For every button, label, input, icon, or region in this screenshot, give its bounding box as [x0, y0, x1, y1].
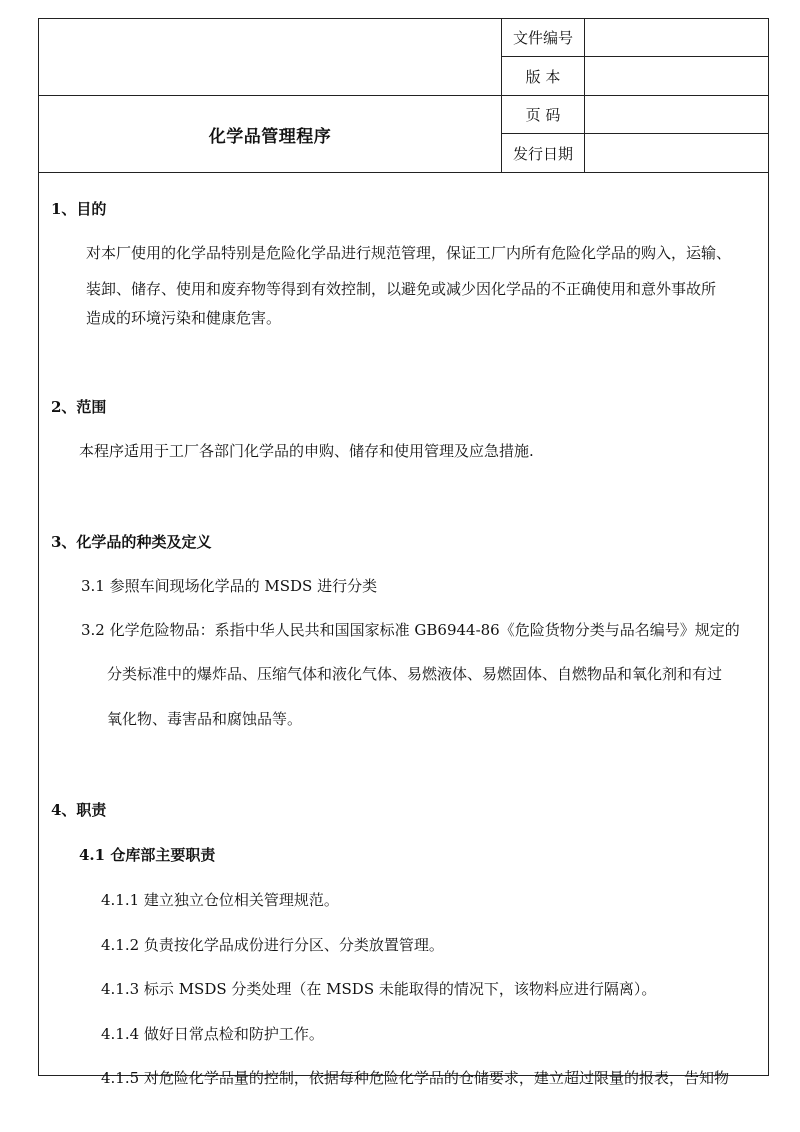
header-blank-cell — [39, 19, 502, 96]
document-frame — [38, 18, 769, 1087]
page-title: 化学品管理程序 — [208, 126, 332, 147]
meta-label-issue-date: 发行日期 — [502, 134, 585, 172]
purpose-line-3: 造成的环境污染和健康危害。 — [86, 309, 282, 327]
warehouse-item-4: 4.1.4 做好日常点检和防护工作。 — [101, 1025, 324, 1043]
types-item-3-2-line-3: 氧化物、毒害品和腐蚀品等。 — [107, 710, 303, 728]
meta-row-file-number — [502, 19, 768, 57]
meta-label-version: 版 本 — [502, 57, 585, 95]
meta-value-page — [585, 96, 768, 133]
meta-value-file-number — [585, 19, 768, 56]
warehouse-item-1: 4.1.1 建立独立仓位相关管理规范。 — [101, 891, 339, 909]
subsection-heading-warehouse: 4.1 仓库部主要职责 — [79, 846, 216, 864]
meta-row-version — [502, 57, 768, 96]
warehouse-item-5: 4.1.5 对危险化学品量的控制，依据每种危险化学品的仓储要求，建立超过限量的报表，告知物 — [101, 1069, 729, 1087]
meta-row-issue-date — [502, 134, 768, 172]
warehouse-item-2: 4.1.2 负责按化学品成份进行分区、分类放置管理。 — [101, 936, 444, 954]
meta-value-issue-date — [585, 134, 768, 172]
purpose-line-2: 装卸、储存、使用和废弃物等得到有效控制，以避免或减少因化学品的不正确使用和意外事故所 — [86, 280, 717, 298]
section-heading-scope: 2、范围 — [51, 398, 107, 416]
meta-row-page — [502, 96, 768, 134]
scope-line-1: 本程序适用于工厂各部门化学品的申购、储存和使用管理及应急措施. — [79, 442, 534, 460]
types-item-3-2-line-2: 分类标准中的爆炸品、压缩气体和液化气体、易燃液体、易燃固体、自燃物品和氧化剂和有过 — [107, 665, 723, 683]
document-header — [39, 19, 768, 173]
types-item-3-2-line-1: 3.2 化学危险物品：系指中华人民共和国国家标准 GB6944-86《危险货物分类与品名编号》规定的 — [81, 621, 740, 639]
section-heading-purpose: 1、目的 — [51, 200, 107, 218]
meta-label-file-number: 文件编号 — [502, 19, 585, 56]
section-heading-responsibilities: 4、职责 — [51, 801, 107, 819]
meta-label-page: 页 码 — [502, 96, 585, 133]
warehouse-item-3: 4.1.3 标示 MSDS 分类处理（在 MSDS 未能取得的情况下，该物料应进行隔离）。 — [101, 980, 657, 998]
meta-value-version — [585, 57, 768, 95]
purpose-line-1: 对本厂使用的化学品特别是危险化学品进行规范管理，保证工厂内所有危险化学品的购入，运输、 — [86, 244, 732, 262]
types-item-3-1: 3.1 参照车间现场化学品的 MSDS 进行分类 — [81, 577, 378, 595]
header-title-cell — [39, 96, 502, 172]
section-heading-types: 3、化学品的种类及定义 — [51, 533, 212, 551]
